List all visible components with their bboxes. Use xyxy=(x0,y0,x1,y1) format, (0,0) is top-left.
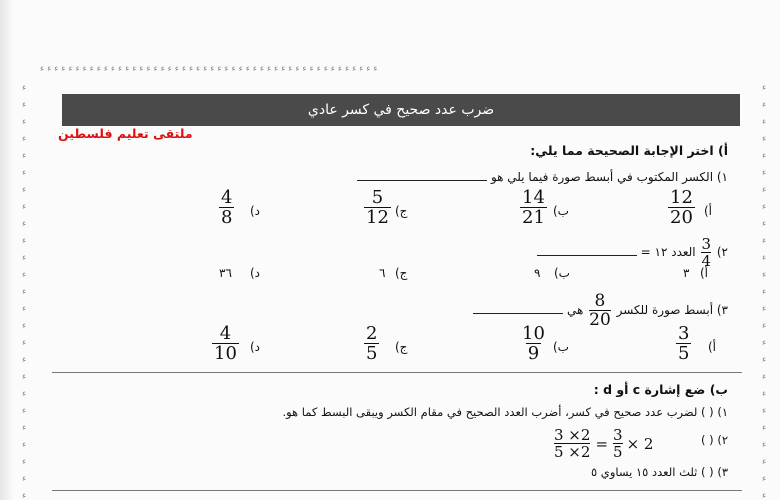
q1-b-numerator: 14 xyxy=(522,187,545,208)
q2-option-a[interactable]: ٣ xyxy=(683,266,690,280)
q3-question: ٣) أبسط صورة للكسر xyxy=(616,303,728,317)
q2-denominator: 4 xyxy=(701,252,712,270)
page-title: ضرب عدد صحيح في كسر عادي xyxy=(307,102,495,118)
q1-a-denominator: 20 xyxy=(670,207,693,228)
q1-option-d-label: د) xyxy=(250,204,261,218)
q2-fraction xyxy=(701,236,711,269)
q1-question: ١) الكسر المكتوب في أبسط صورة فيما يلي هو xyxy=(490,170,728,184)
section-divider xyxy=(52,372,742,373)
q2-number: ٢) xyxy=(716,245,728,259)
lhs-numerator: 3 ×2 xyxy=(554,426,591,444)
statement-1-checkbox[interactable]: ١) ( ) xyxy=(701,405,728,419)
q3-numerator: 8 xyxy=(594,291,606,311)
decorative-border-left: ﺀ ﺀ ﺀ ﺀ ﺀ ﺀ ﺀ ﺀ ﺀ ﺀ ﺀ ﺀ ﺀ ﺀ ﺀ ﺀ ﺀ ﺀ ﺀ ﺀ ﺀ ﺀ ﺀ ﺀ ﺀ xyxy=(22,83,27,500)
statement-1 xyxy=(282,405,728,419)
equals-sign: = xyxy=(595,434,609,453)
statement-2-equation xyxy=(552,427,653,460)
q3-fraction xyxy=(589,292,611,329)
q1-option-c-label: ج) xyxy=(395,204,408,218)
q2-question: العدد ١٢ = xyxy=(640,245,696,259)
q1-option-b[interactable] xyxy=(520,188,547,227)
q2-option-b[interactable]: ٩ xyxy=(534,266,541,280)
q1-a-numerator: 12 xyxy=(670,187,693,208)
q2-answer-blank[interactable] xyxy=(537,255,637,256)
q2-option-a-label: أ) xyxy=(700,266,709,280)
part-b-heading: ب) ضع إشارة c أو d : xyxy=(593,382,728,397)
q2-option-d-label: د) xyxy=(250,266,261,280)
q3-option-d-label: د) xyxy=(250,340,261,354)
equation-rhs xyxy=(613,427,623,460)
q3-b-denominator: 9 xyxy=(527,343,540,364)
q3-option-b[interactable] xyxy=(520,324,547,363)
q2-option-c[interactable]: ٦ xyxy=(379,266,386,280)
decorative-border-right: ﺀ ﺀ ﺀ ﺀ ﺀ ﺀ ﺀ ﺀ ﺀ ﺀ ﺀ ﺀ ﺀ ﺀ ﺀ ﺀ ﺀ ﺀ ﺀ ﺀ ﺀ ﺀ ﺀ ﺀ ﺀ xyxy=(762,83,767,500)
q3-option-d[interactable] xyxy=(212,324,239,363)
part-a-heading: أ) اختر الإجابة الصحيحة مما يلي: xyxy=(530,143,728,158)
q3-suffix: هي xyxy=(566,303,584,317)
q3-c-numerator: 2 xyxy=(366,323,378,344)
q1-answer-blank[interactable] xyxy=(357,180,487,181)
q3-a-denominator: 5 xyxy=(678,343,690,364)
q1-c-numerator: 5 xyxy=(371,187,384,208)
q2-option-b-label: ب) xyxy=(554,266,570,280)
title-banner xyxy=(62,94,740,126)
q3-c-denominator: 5 xyxy=(366,343,378,364)
q3-a-numerator: 3 xyxy=(678,323,690,344)
q2-option-c-label: ج) xyxy=(395,266,408,280)
q1-b-denominator: 21 xyxy=(522,207,545,228)
q2-numerator: 3 xyxy=(701,235,712,253)
q3-option-a-label: أ) xyxy=(708,340,717,354)
equation-lhs xyxy=(554,427,590,460)
q1-option-a-label: أ) xyxy=(704,204,713,218)
lhs-denominator: 5 ×2 xyxy=(554,443,591,461)
rhs-multiplier: × 2 xyxy=(626,434,654,453)
statement-3-checkbox[interactable]: ٣) ( ) xyxy=(701,465,728,479)
q1-text xyxy=(357,170,728,184)
q1-option-a[interactable] xyxy=(668,188,695,227)
q3-answer-blank[interactable] xyxy=(473,313,563,314)
decorative-border-top: ﺀ ﺀ ﺀ ﺀ ﺀ ﺀ ﺀ ﺀ ﺀ ﺀ ﺀ ﺀ ﺀ ﺀ ﺀ ﺀ ﺀ ﺀ ﺀ ﺀ ﺀ ﺀ ﺀ ﺀ ﺀ ﺀ ﺀ ﺀ ﺀ ﺀ ﺀ ﺀ ﺀ ﺀ ﺀ ﺀ ﺀ ﺀ ﺀ ﺀ ﺀ ﺀ ﺀ ﺀ ﺀ ﺀ ﺀ ﺀ xyxy=(40,64,378,74)
q3-d-numerator: 4 xyxy=(219,323,232,344)
q3-option-b-label: ب) xyxy=(553,340,569,354)
q2-option-d[interactable]: ٣٦ xyxy=(219,266,232,280)
q3-option-c[interactable] xyxy=(364,324,379,363)
statement-1-text: لضرب عدد صحيح في كسر، أضرب العدد الصحيح في مقام الكسر ويبقى البسط كما هو. xyxy=(282,405,698,419)
statement-3 xyxy=(591,465,728,479)
bottom-divider xyxy=(52,490,742,491)
q1-option-b-label: ب) xyxy=(553,204,569,218)
forum-watermark: ملتقى تعليم فلسطين xyxy=(58,126,193,141)
q1-option-c[interactable] xyxy=(364,188,391,227)
q3-option-a[interactable] xyxy=(676,324,691,363)
q3-b-numerator: 10 xyxy=(522,323,545,344)
q1-d-numerator: 4 xyxy=(221,187,233,208)
q2-text xyxy=(537,236,728,269)
q1-c-denominator: 12 xyxy=(366,207,389,228)
q1-option-d[interactable] xyxy=(219,188,234,227)
rhs-numerator: 3 xyxy=(613,426,623,444)
rhs-denominator: 5 xyxy=(613,443,623,461)
q3-option-c-label: ج) xyxy=(395,340,408,354)
statement-2-checkbox[interactable]: ٢) ( ) xyxy=(701,433,728,447)
scan-edge-shadow xyxy=(0,0,14,500)
statement-3-text: ثلث العدد ١٥ يساوي ٥ xyxy=(590,465,698,479)
q1-d-denominator: 8 xyxy=(221,207,233,228)
statement-2 xyxy=(701,433,728,447)
q3-denominator: 20 xyxy=(589,310,611,330)
q3-d-denominator: 10 xyxy=(214,343,237,364)
